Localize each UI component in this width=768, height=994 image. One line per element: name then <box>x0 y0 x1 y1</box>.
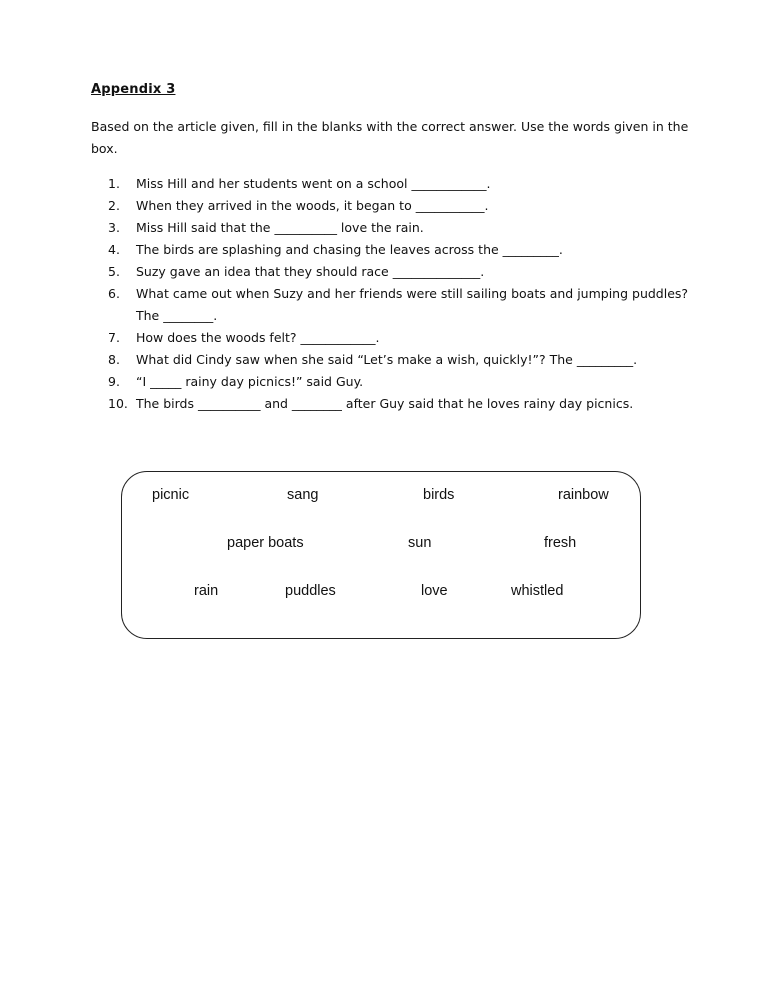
question-item <box>108 371 708 393</box>
question-text: Miss Hill and her students went on a school ____________. <box>136 176 491 191</box>
question-text: When they arrived in the woods, it began to ___________. <box>136 198 489 213</box>
question-number: 2. <box>108 198 120 213</box>
question-text: What did Cindy saw when she said “Let’s make a wish, quickly!”? The _________. <box>136 352 638 367</box>
word-bank-word: sang <box>287 487 319 503</box>
question-item <box>108 283 708 327</box>
question-item <box>108 393 708 415</box>
question-item <box>108 195 708 217</box>
question-list <box>108 173 708 415</box>
question-item <box>108 349 708 371</box>
question-text: How does the woods felt? ____________. <box>136 330 380 345</box>
question-item <box>108 327 708 349</box>
word-bank-word: paper boats <box>227 535 304 551</box>
question-number: 1. <box>108 176 120 191</box>
word-bank-word: sun <box>408 535 432 551</box>
word-bank-word: whistled <box>511 583 564 599</box>
question-number: 8. <box>108 352 120 367</box>
question-number: 10. <box>108 396 128 411</box>
question-text: The birds __________ and ________ after Guy said that he loves rainy day picnics. <box>136 396 634 411</box>
question-item <box>108 239 708 261</box>
question-text: “I _____ rainy day picnics!” said Guy. <box>136 374 364 389</box>
question-number: 5. <box>108 264 120 279</box>
question-number: 6. <box>108 286 120 301</box>
question-text: Miss Hill said that the __________ love the rain. <box>136 220 424 235</box>
word-bank-word: picnic <box>152 487 190 503</box>
question-number: 7. <box>108 330 120 345</box>
word-bank-word: love <box>421 583 448 599</box>
appendix-heading: Appendix 3 <box>91 82 176 97</box>
word-bank-word: fresh <box>544 535 577 551</box>
question-item <box>108 173 708 195</box>
word-bank-box <box>121 471 641 639</box>
word-bank-word: rainbow <box>558 487 609 503</box>
question-number: 3. <box>108 220 120 235</box>
question-number: 4. <box>108 242 120 257</box>
question-item <box>108 261 708 283</box>
word-bank-word: rain <box>194 583 219 599</box>
instructions-text: Based on the article given, fill in the blanks with the correct answer. Use the words given in the box. <box>91 119 689 156</box>
word-bank-word: birds <box>423 487 455 503</box>
word-bank-word: puddles <box>285 583 336 599</box>
question-number: 9. <box>108 374 120 389</box>
question-item <box>108 217 708 239</box>
question-text: What came out when Suzy and her friends were still sailing boats and jumping puddles? The ________. <box>136 286 689 323</box>
question-text: The birds are splashing and chasing the leaves across the _________. <box>136 242 563 257</box>
question-text: Suzy gave an idea that they should race ______________. <box>136 264 485 279</box>
